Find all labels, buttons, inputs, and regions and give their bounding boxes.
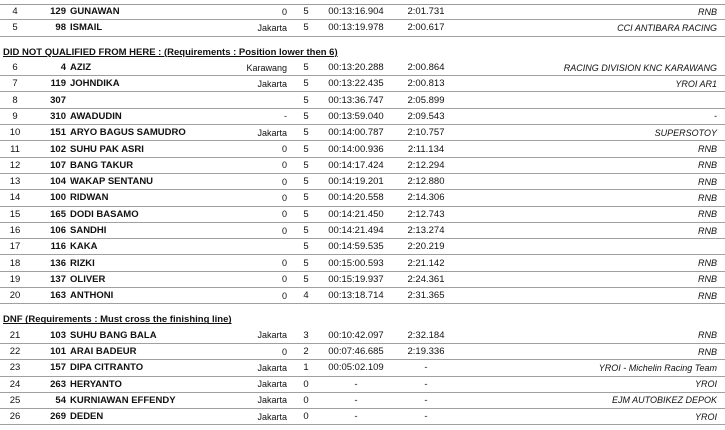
result-row xyxy=(0,288,725,304)
total-time-cell: 00:13:22.435 xyxy=(319,76,393,92)
position-cell: 25 xyxy=(0,392,30,408)
laps-cell: 5 xyxy=(293,255,319,271)
city-cell: Karawang xyxy=(230,60,293,76)
section-spacer xyxy=(0,304,725,313)
number-cell: 269 xyxy=(30,409,70,425)
rider-name-cell: AZIZ xyxy=(70,60,230,76)
total-time-cell: 00:14:21.494 xyxy=(319,222,393,238)
number-cell: 119 xyxy=(30,76,70,92)
number-cell: 100 xyxy=(30,190,70,206)
position-cell: 8 xyxy=(0,92,30,108)
rider-name-cell: DODI BASAMO xyxy=(70,206,230,222)
number-cell: 116 xyxy=(30,239,70,255)
city-cell: 0 xyxy=(230,173,293,189)
total-time-cell: 00:14:17.424 xyxy=(319,157,393,173)
result-row xyxy=(0,92,725,108)
position-cell: 5 xyxy=(0,20,30,36)
result-row xyxy=(0,239,725,255)
team-cell: RNB xyxy=(459,157,725,173)
best-lap-cell: 2:24.361 xyxy=(393,271,459,287)
position-cell: 21 xyxy=(0,328,30,344)
city-cell: Jakarta xyxy=(230,409,293,425)
total-time-cell: 00:13:20.288 xyxy=(319,60,393,76)
result-row xyxy=(0,4,725,20)
team-cell: YROI AR1 xyxy=(459,76,725,92)
result-row xyxy=(0,392,725,408)
best-lap-cell: - xyxy=(393,409,459,425)
best-lap-cell: 2:13.274 xyxy=(393,222,459,238)
laps-cell: 5 xyxy=(293,206,319,222)
rider-name-cell: SANDHI xyxy=(70,222,230,238)
position-cell: 12 xyxy=(0,157,30,173)
city-cell: Jakarta xyxy=(230,376,293,392)
laps-cell: 5 xyxy=(293,108,319,124)
team-cell: RNB xyxy=(459,343,725,359)
number-cell: 157 xyxy=(30,360,70,376)
result-row xyxy=(0,76,725,92)
team-cell: EJM AUTOBIKEZ DEPOK xyxy=(459,392,725,408)
team-cell: RNB xyxy=(459,255,725,271)
city-cell: 0 xyxy=(230,141,293,157)
city-cell: 0 xyxy=(230,157,293,173)
laps-cell: 5 xyxy=(293,76,319,92)
laps-cell: 5 xyxy=(293,92,319,108)
number-cell: 307 xyxy=(30,92,70,108)
city-cell: - xyxy=(230,108,293,124)
total-time-cell: 00:13:36.747 xyxy=(319,92,393,108)
best-lap-cell: 2:00.864 xyxy=(393,60,459,76)
number-cell: 54 xyxy=(30,392,70,408)
total-time-cell: 00:14:00.936 xyxy=(319,141,393,157)
team-cell: RNB xyxy=(459,190,725,206)
team-cell: RNB xyxy=(459,173,725,189)
position-cell: 13 xyxy=(0,173,30,189)
best-lap-cell: 2:21.142 xyxy=(393,255,459,271)
position-cell: 14 xyxy=(0,190,30,206)
result-row xyxy=(0,173,725,189)
team-cell: YROI xyxy=(459,376,725,392)
total-time-cell: 00:14:59.535 xyxy=(319,239,393,255)
best-lap-cell: 2:10.757 xyxy=(393,125,459,141)
team-cell: SUPERSOTOY xyxy=(459,125,725,141)
team-cell: RNB xyxy=(459,141,725,157)
team-cell: RACING DIVISION KNC KARAWANG xyxy=(459,60,725,76)
result-row xyxy=(0,343,725,359)
results-table xyxy=(0,4,725,425)
number-cell: 106 xyxy=(30,222,70,238)
number-cell: 165 xyxy=(30,206,70,222)
city-cell: Jakarta xyxy=(230,20,293,36)
best-lap-cell: 2:19.336 xyxy=(393,343,459,359)
laps-cell: 5 xyxy=(293,222,319,238)
city-cell: Jakarta xyxy=(230,125,293,141)
result-row xyxy=(0,60,725,76)
spacer-cell xyxy=(0,36,725,45)
laps-cell: 5 xyxy=(293,157,319,173)
team-cell: RNB xyxy=(459,271,725,287)
laps-cell: 5 xyxy=(293,173,319,189)
dnf-section-title-row xyxy=(0,312,725,327)
laps-cell: 5 xyxy=(293,20,319,36)
results-body xyxy=(0,4,725,425)
team-cell xyxy=(459,239,725,255)
best-lap-cell: 2:05.899 xyxy=(393,92,459,108)
position-cell: 17 xyxy=(0,239,30,255)
total-time-cell: 00:13:18.714 xyxy=(319,288,393,304)
total-time-cell: - xyxy=(319,392,393,408)
best-lap-cell: 2:12.294 xyxy=(393,157,459,173)
result-row xyxy=(0,108,725,124)
total-time-cell: 00:13:59.040 xyxy=(319,108,393,124)
best-lap-cell: 2:11.134 xyxy=(393,141,459,157)
city-cell: 0 xyxy=(230,288,293,304)
result-row xyxy=(0,190,725,206)
number-cell: 102 xyxy=(30,141,70,157)
number-cell: 107 xyxy=(30,157,70,173)
number-cell: 101 xyxy=(30,343,70,359)
city-cell: 0 xyxy=(230,271,293,287)
team-cell: RNB xyxy=(459,328,725,344)
best-lap-cell: 2:12.743 xyxy=(393,206,459,222)
rider-name-cell: GUNAWAN xyxy=(70,4,230,20)
rider-name-cell xyxy=(70,92,230,108)
rider-name-cell: SUHU PAK ASRI xyxy=(70,141,230,157)
city-cell: 0 xyxy=(230,222,293,238)
rider-name-cell: WAKAP SENTANU xyxy=(70,173,230,189)
total-time-cell: - xyxy=(319,376,393,392)
rider-name-cell: BANG TAKUR xyxy=(70,157,230,173)
best-lap-cell: - xyxy=(393,360,459,376)
rider-name-cell: DEDEN xyxy=(70,409,230,425)
rider-name-cell: DIPA CITRANTO xyxy=(70,360,230,376)
city-cell xyxy=(230,239,293,255)
best-lap-cell: 2:00.617 xyxy=(393,20,459,36)
laps-cell: 5 xyxy=(293,125,319,141)
position-cell: 20 xyxy=(0,288,30,304)
number-cell: 4 xyxy=(30,60,70,76)
result-row xyxy=(0,20,725,36)
dnq-section-title: DID NOT QUALIFIED FROM HERE : (Requirements : Position lower then 6) xyxy=(3,46,338,58)
rider-name-cell: KAKA xyxy=(70,239,230,255)
total-time-cell: 00:14:21.450 xyxy=(319,206,393,222)
laps-cell: 2 xyxy=(293,343,319,359)
city-cell: 0 xyxy=(230,4,293,20)
total-time-cell: - xyxy=(319,409,393,425)
total-time-cell: 00:15:00.593 xyxy=(319,255,393,271)
team-cell: RNB xyxy=(459,206,725,222)
city-cell: Jakarta xyxy=(230,360,293,376)
rider-name-cell: HERYANTO xyxy=(70,376,230,392)
total-time-cell: 00:15:19.937 xyxy=(319,271,393,287)
laps-cell: 4 xyxy=(293,288,319,304)
number-cell: 98 xyxy=(30,20,70,36)
best-lap-cell: 2:01.731 xyxy=(393,4,459,20)
number-cell: 163 xyxy=(30,288,70,304)
total-time-cell: 00:07:46.685 xyxy=(319,343,393,359)
team-cell: RNB xyxy=(459,222,725,238)
result-row xyxy=(0,157,725,173)
laps-cell: 5 xyxy=(293,60,319,76)
number-cell: 137 xyxy=(30,271,70,287)
position-cell: 23 xyxy=(0,360,30,376)
position-cell: 22 xyxy=(0,343,30,359)
best-lap-cell: 2:20.219 xyxy=(393,239,459,255)
best-lap-cell: 2:09.543 xyxy=(393,108,459,124)
result-row xyxy=(0,376,725,392)
total-time-cell: 00:13:16.904 xyxy=(319,4,393,20)
position-cell: 16 xyxy=(0,222,30,238)
rider-name-cell: ISMAIL xyxy=(70,20,230,36)
rider-name-cell: ARYO BAGUS SAMUDRO xyxy=(70,125,230,141)
result-row xyxy=(0,255,725,271)
laps-cell: 1 xyxy=(293,360,319,376)
position-cell: 26 xyxy=(0,409,30,425)
total-time-cell: 00:14:19.201 xyxy=(319,173,393,189)
dnf-section-title: DNF (Requirements : Must cross the finishing line) xyxy=(3,314,232,326)
best-lap-cell: 2:12.880 xyxy=(393,173,459,189)
number-cell: 136 xyxy=(30,255,70,271)
result-row xyxy=(0,125,725,141)
result-row xyxy=(0,141,725,157)
laps-cell: 5 xyxy=(293,4,319,20)
best-lap-cell: - xyxy=(393,376,459,392)
position-cell: 18 xyxy=(0,255,30,271)
city-cell: Jakarta xyxy=(230,328,293,344)
spacer-cell xyxy=(0,304,725,313)
position-cell: 9 xyxy=(0,108,30,124)
position-cell: 15 xyxy=(0,206,30,222)
total-time-cell: 00:05:02.109 xyxy=(319,360,393,376)
laps-cell: 5 xyxy=(293,239,319,255)
rider-name-cell: RIZKI xyxy=(70,255,230,271)
city-cell: 0 xyxy=(230,190,293,206)
laps-cell: 3 xyxy=(293,328,319,344)
number-cell: 151 xyxy=(30,125,70,141)
city-cell: 0 xyxy=(230,206,293,222)
number-cell: 104 xyxy=(30,173,70,189)
position-cell: 10 xyxy=(0,125,30,141)
rider-name-cell: AWADUDIN xyxy=(70,108,230,124)
rider-name-cell: RIDWAN xyxy=(70,190,230,206)
dnq-section-title-row xyxy=(0,45,725,60)
total-time-cell: 00:14:00.787 xyxy=(319,125,393,141)
total-time-cell: 00:14:20.558 xyxy=(319,190,393,206)
position-cell: 11 xyxy=(0,141,30,157)
best-lap-cell: 2:00.813 xyxy=(393,76,459,92)
city-cell: 0 xyxy=(230,343,293,359)
best-lap-cell: 2:14.306 xyxy=(393,190,459,206)
number-cell: 129 xyxy=(30,4,70,20)
result-row xyxy=(0,271,725,287)
laps-cell: 5 xyxy=(293,141,319,157)
total-time-cell: 00:10:42.097 xyxy=(319,328,393,344)
team-cell: - xyxy=(459,108,725,124)
number-cell: 310 xyxy=(30,108,70,124)
section-spacer xyxy=(0,36,725,45)
city-cell: 0 xyxy=(230,255,293,271)
rider-name-cell: JOHNDIKA xyxy=(70,76,230,92)
position-cell: 7 xyxy=(0,76,30,92)
team-cell xyxy=(459,92,725,108)
team-cell: CCI ANTIBARA RACING xyxy=(459,20,725,36)
result-row xyxy=(0,409,725,425)
position-cell: 6 xyxy=(0,60,30,76)
city-cell: Jakarta xyxy=(230,392,293,408)
best-lap-cell: 2:32.184 xyxy=(393,328,459,344)
position-cell: 4 xyxy=(0,4,30,20)
city-cell: Jakarta xyxy=(230,76,293,92)
laps-cell: 0 xyxy=(293,392,319,408)
rider-name-cell: SUHU BANG BALA xyxy=(70,328,230,344)
result-row xyxy=(0,360,725,376)
team-cell: YROI - Michelin Racing Team xyxy=(459,360,725,376)
city-cell xyxy=(230,92,293,108)
laps-cell: 0 xyxy=(293,376,319,392)
team-cell: RNB xyxy=(459,4,725,20)
result-row xyxy=(0,222,725,238)
best-lap-cell: - xyxy=(393,392,459,408)
total-time-cell: 00:13:19.978 xyxy=(319,20,393,36)
position-cell: 24 xyxy=(0,376,30,392)
rider-name-cell: ANTHONI xyxy=(70,288,230,304)
team-cell: YROI xyxy=(459,409,725,425)
laps-cell: 5 xyxy=(293,190,319,206)
rider-name-cell: KURNIAWAN EFFENDY xyxy=(70,392,230,408)
position-cell: 19 xyxy=(0,271,30,287)
number-cell: 103 xyxy=(30,328,70,344)
rider-name-cell: ARAI BADEUR xyxy=(70,343,230,359)
result-row xyxy=(0,328,725,344)
number-cell: 263 xyxy=(30,376,70,392)
rider-name-cell: OLIVER xyxy=(70,271,230,287)
laps-cell: 5 xyxy=(293,271,319,287)
result-row xyxy=(0,206,725,222)
laps-cell: 0 xyxy=(293,409,319,425)
team-cell: RNB xyxy=(459,288,725,304)
best-lap-cell: 2:31.365 xyxy=(393,288,459,304)
